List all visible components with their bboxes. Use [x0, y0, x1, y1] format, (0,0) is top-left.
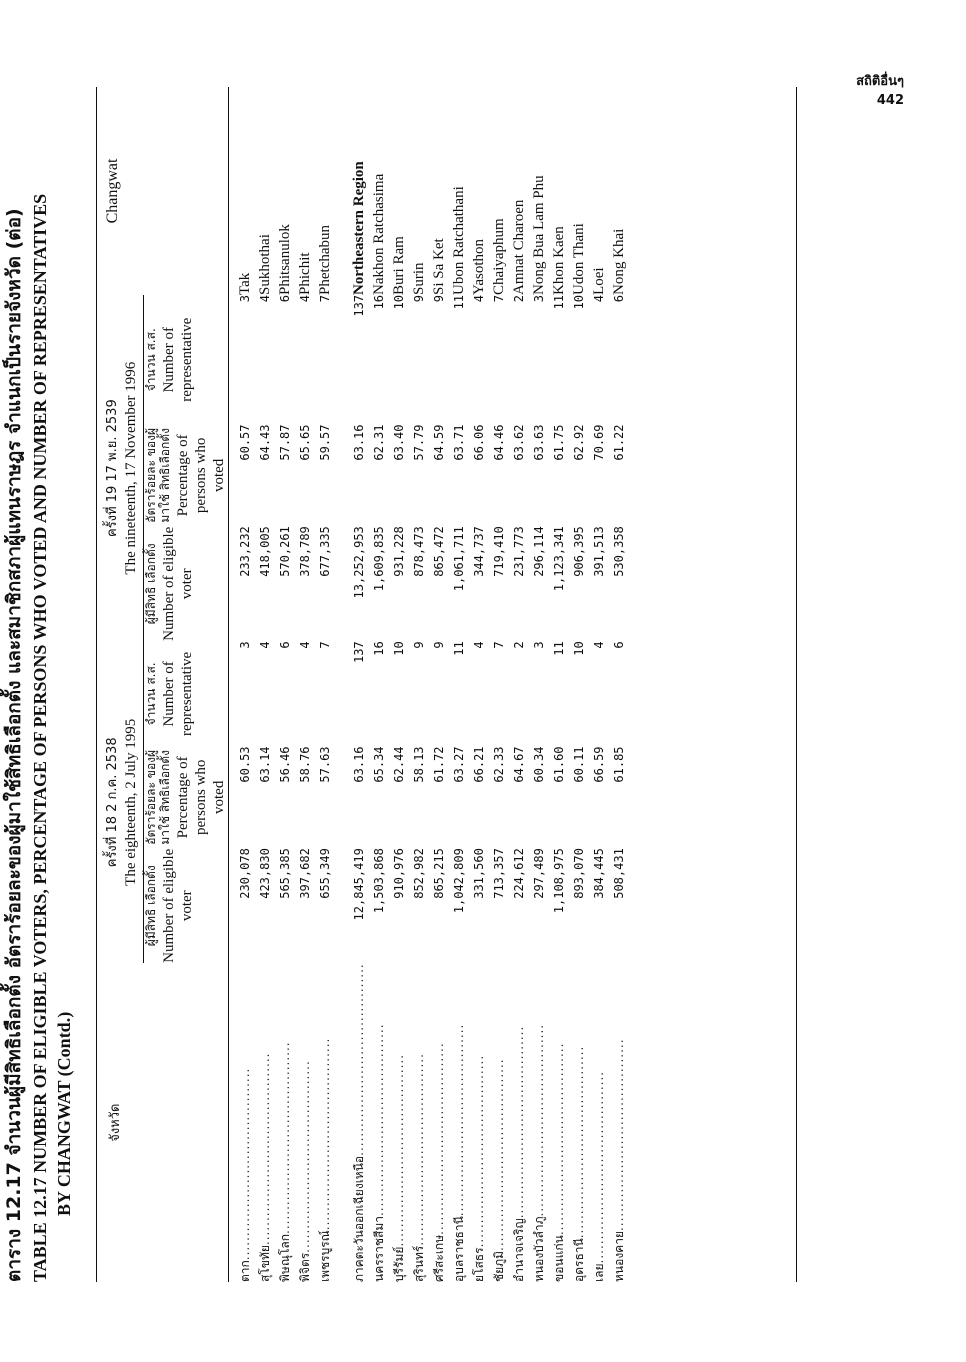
cell-rep-1995: 4: [258, 641, 272, 649]
cell-voters-1996: 878,473: [412, 526, 426, 577]
cell-pct-1996: 64.43: [258, 424, 272, 461]
cell-voters-1996: 233,232: [238, 526, 252, 577]
cell-pct-1995: 61.60: [552, 746, 566, 783]
cell-name-th: [509, 963, 529, 1282]
cell-pct-1995: 63.14: [258, 746, 272, 783]
leader-dots: ........................................: [532, 1023, 546, 1217]
cell-pct-1996: 61.22: [612, 424, 626, 461]
cell-pct-1995: 61.85: [612, 746, 626, 783]
cell-rep-1995: 7: [492, 641, 506, 649]
cell-pct-1995: 60.11: [572, 746, 586, 783]
cell-name-th: [295, 963, 315, 1282]
table-row: [569, 87, 589, 1282]
col-pct-1995: [144, 746, 229, 848]
cell-name-th: [469, 963, 489, 1282]
table-row: [549, 87, 569, 1282]
election-1996-english: The nineteenth, 17 November 1996: [122, 295, 144, 641]
cell-voters-1995: 852,982: [412, 848, 426, 899]
section-label: สถิติอื่นๆ: [856, 74, 904, 89]
cell-pct-1996: 63.62: [512, 424, 526, 461]
cell-name-en: Phitsanulok: [277, 224, 293, 295]
cell-name-th: [349, 963, 369, 1282]
cell-rep-1996: 11: [452, 294, 466, 310]
cell-rep-1995: 4: [472, 641, 486, 649]
cell-pct-1996: 64.46: [492, 424, 506, 461]
province-thai: ขอนแก่น: [552, 1235, 566, 1282]
cell-voters-1995: 508,431: [612, 848, 626, 899]
cell-voters-1995: 565,385: [278, 848, 292, 899]
province-thai: พิษณุโลก: [278, 1233, 292, 1282]
cell-name-th: [429, 963, 449, 1282]
col-rep-english: Number of representative: [161, 317, 195, 402]
cell-name-en: Udon Thani: [571, 223, 587, 295]
cell-rep-1996: 3: [532, 294, 546, 303]
cell-pct-1995: 58.13: [412, 746, 426, 783]
cell-voters-1995: 230,078: [238, 848, 252, 899]
cell-name-th: [589, 963, 609, 1282]
cell-name-en: Khon Kaen: [551, 226, 567, 295]
province-thai: อุบลราชธานี: [452, 1216, 466, 1282]
cell-rep-1995: 3: [532, 641, 546, 649]
cell-pct-1996: 61.75: [552, 424, 566, 461]
cell-pct-1995: 62.33: [492, 746, 506, 783]
table-row: [389, 87, 409, 1282]
table-row: [529, 87, 549, 1282]
cell-rep-1996: 9: [432, 294, 446, 303]
cell-pct-1996: 60.57: [238, 424, 252, 461]
cell-pct-1996: 62.92: [572, 424, 586, 461]
col-pct-thai: อัตราร้อยละ ของผู้มาใช้ สิทธิเลือกตั้ง: [144, 427, 172, 523]
province-thai: อุดรธานี: [572, 1238, 586, 1282]
cell-voters-1995: 713,357: [492, 848, 506, 899]
page-number: 442: [876, 93, 904, 108]
cell-voters-1996: 677,335: [318, 526, 332, 577]
cell-voters-1995: 224,612: [512, 848, 526, 899]
table-row: [509, 87, 529, 1282]
province-thai: ยโสธร: [472, 1247, 486, 1282]
cell-voters-1996: 231,773: [512, 526, 526, 577]
cell-name-th: [315, 963, 335, 1282]
cell-rep-1995: 9: [432, 641, 446, 649]
cell-voters-1995: 655,349: [318, 848, 332, 899]
cell-name-th: [255, 963, 275, 1282]
leader-dots: ........................................: [352, 963, 366, 1156]
page-corner: [856, 72, 904, 110]
cell-pct-1995: 64.67: [512, 746, 526, 783]
table-row: [315, 87, 335, 1282]
cell-name-en: Nakhon Ratchasima: [371, 173, 387, 295]
cell-pct-1996: 65.65: [298, 424, 312, 461]
table-row: [469, 87, 489, 1282]
header-changwat-english: Changwat: [104, 158, 121, 224]
leader-dots: ........................................: [592, 1070, 606, 1264]
table-row: [369, 87, 389, 1282]
province-thai: หนองคาย: [612, 1231, 626, 1282]
leader-dots: ........................................: [452, 1023, 466, 1217]
cell-voters-1995: 297,489: [532, 848, 546, 899]
election-1995-english: The eighteenth, 2 July 1995: [122, 641, 144, 963]
cell-voters-1996: 1,061,711: [452, 526, 466, 592]
row-gap: [335, 87, 349, 1282]
cell-pct-1996: 63.63: [532, 424, 546, 461]
cell-rep-1995: 16: [372, 641, 386, 656]
header-election-1996: [104, 295, 144, 641]
col-rep-1995: [144, 641, 229, 746]
leader-dots: ........................................: [512, 1025, 526, 1219]
cell-voters-1996: 378,789: [298, 526, 312, 577]
province-thai: บุรีรัมย์: [392, 1246, 406, 1282]
table-row: [295, 87, 315, 1282]
cell-voters-1995: 331,560: [472, 848, 486, 899]
cell-rep-1995: 10: [572, 641, 586, 656]
cell-pct-1996: 66.06: [472, 424, 486, 461]
cell-rep-1996: 6: [612, 294, 626, 303]
leader-dots: ........................................: [492, 1058, 506, 1251]
cell-voters-1995: 397,682: [298, 848, 312, 899]
title-english-line1: TABLE 12.17 NUMBER OF ELIGIBLE VOTERS, PERCENTAGE OF PERSONS WHO VOTED AND NUMBER OF REPRESENTATIVES: [30, 193, 50, 1282]
cell-name-en: Tak: [237, 272, 253, 295]
cell-name-en: Chaiyaphum: [491, 218, 507, 295]
gap-cell: [335, 87, 349, 1282]
col-pct-thai: อัตราร้อยละ ของผู้มาใช้ สิทธิเลือกตั้ง: [144, 749, 172, 845]
table-row: [589, 87, 609, 1282]
cell-rep-1995: 137: [352, 641, 366, 664]
cell-rep-1995: 4: [592, 641, 606, 649]
province-thai: หนองบัวลำภู: [532, 1216, 546, 1282]
cell-name-th: [409, 963, 429, 1282]
cell-rep-1996: 11: [552, 294, 566, 310]
cell-rep-1995: 6: [612, 641, 626, 649]
cell-voters-1996: 906,395: [572, 526, 586, 577]
province-thai: สุโขทัย: [258, 1245, 272, 1282]
title-english-line2: BY CHANGWAT (Contd.): [54, 1011, 74, 1216]
col-voters-english: Number of eligible voter: [161, 526, 195, 641]
cell-rep-1996: 4: [258, 294, 272, 303]
table-row: [349, 87, 369, 1282]
cell-pct-1996: 63.16: [352, 424, 366, 461]
election-1995-thai: ครั้งที่ 18 2 ก.ค. 2538: [105, 737, 120, 868]
province-thai: พิจิตร: [298, 1252, 312, 1282]
province-thai: ชัยภูมิ: [492, 1251, 506, 1282]
cell-rep-1996: 2: [512, 294, 526, 303]
cell-rep-1996: 4: [592, 294, 606, 303]
top-rule: [96, 87, 97, 1282]
cell-name-en: Amnat Charoen: [511, 199, 527, 295]
cell-rep-1996: 6: [278, 294, 292, 303]
cell-voters-1995: 1,503,868: [372, 848, 386, 914]
cell-voters-1995: 384,445: [592, 848, 606, 899]
table-row: [255, 87, 275, 1282]
bottom-rule: [796, 87, 797, 1282]
cell-name-th: [229, 963, 255, 1282]
cell-rep-1996: 16: [372, 294, 386, 310]
cell-name-th: [549, 963, 569, 1282]
cell-name-en: Northeastern Region: [351, 161, 367, 295]
cell-pct-1996: 59.57: [318, 424, 332, 461]
leader-dots: ........................................: [412, 1053, 426, 1246]
cell-voters-1996: 418,005: [258, 526, 272, 577]
province-thai: ตาก: [238, 1260, 252, 1282]
cell-voters-1996: 1,123,341: [552, 526, 566, 592]
leader-dots: ........................................: [298, 1060, 312, 1253]
cell-pct-1996: 57.79: [412, 424, 426, 461]
cell-pct-1995: 56.46: [278, 746, 292, 783]
cell-voters-1996: 931,228: [392, 526, 406, 577]
cell-pct-1995: 58.76: [298, 746, 312, 783]
cell-pct-1995: 57.63: [318, 746, 332, 783]
rotated-page: [0, 62, 800, 1302]
cell-name-th: [369, 963, 389, 1282]
leader-dots: ........................................: [392, 1053, 406, 1247]
cell-name-en: Surin: [411, 262, 427, 295]
table-row: [229, 87, 255, 1282]
cell-pct-1995: 62.44: [392, 746, 406, 783]
leader-dots: ........................................: [552, 1042, 566, 1236]
province-thai: อำนาจเจริญ: [512, 1218, 526, 1282]
cell-pct-1995: 60.53: [238, 746, 252, 783]
col-pct-english: Percentage of persons who voted: [175, 756, 227, 839]
cell-voters-1995: 865,215: [432, 848, 446, 899]
cell-pct-1995: 63.16: [352, 746, 366, 783]
cell-voters-1996: 530,358: [612, 526, 626, 577]
col-rep-english: Number of representative: [161, 651, 195, 736]
cell-rep-1996: 4: [298, 294, 312, 303]
table-row: [275, 87, 295, 1282]
province-thai: ศรีสะเกษ: [432, 1234, 446, 1282]
table-body: [229, 87, 629, 1282]
leader-dots: ........................................: [258, 1052, 272, 1246]
cell-rep-1995: 2: [512, 641, 526, 649]
col-voters-thai: ผู้มีสิทธิ เลือกตั้ง: [144, 543, 158, 625]
table-row: [429, 87, 449, 1282]
leader-dots: ........................................: [572, 1045, 586, 1239]
cell-voters-1996: 1,609,835: [372, 526, 386, 592]
cell-pct-1996: 63.40: [392, 424, 406, 461]
cell-rep-1996: 3: [238, 294, 252, 303]
cell-name-th: [609, 963, 629, 1282]
leader-dots: ........................................: [278, 1041, 292, 1234]
cell-pct-1995: 66.59: [592, 746, 606, 783]
col-rep-thai: จำนวน ส.ส.: [144, 662, 158, 726]
cell-name-en: Nong Bua Lam Phu: [531, 175, 547, 295]
cell-rep-1995: 4: [298, 641, 312, 649]
cell-rep-1996: 10: [572, 294, 586, 310]
cell-voters-1996: 570,261: [278, 526, 292, 577]
leader-dots: ........................................: [318, 1037, 332, 1231]
cell-voters-1996: 719,410: [492, 526, 506, 577]
col-voters-1996: [144, 526, 229, 641]
cell-rep-1995: 11: [552, 641, 566, 656]
col-pct-english: Percentage of persons who voted: [175, 434, 227, 517]
province-thai: นครราชสีมา: [372, 1216, 386, 1282]
cell-pct-1996: 64.59: [432, 424, 446, 461]
table-row: [409, 87, 429, 1282]
cell-voters-1996: 344,737: [472, 526, 486, 577]
election-1996-thai: ครั้งที่ 19 17 พ.ย. 2539: [105, 399, 120, 538]
col-rep-thai: จำนวน ส.ส.: [144, 328, 158, 392]
cell-rep-1996: 9: [412, 294, 426, 303]
cell-name-th: [489, 963, 509, 1282]
cell-name-en: Buri Ram: [391, 236, 407, 295]
col-rep-1996: [144, 295, 229, 425]
cell-name-th: [569, 963, 589, 1282]
cell-voters-1996: 391,513: [592, 526, 606, 577]
cell-voters-1995: 910,976: [392, 848, 406, 899]
province-thai: สุรินทร์: [412, 1245, 426, 1282]
cell-voters-1995: 893,070: [572, 848, 586, 899]
cell-pct-1995: 65.34: [372, 746, 386, 783]
cell-voters-1995: 1,042,809: [452, 848, 466, 914]
table-titles: [0, 82, 76, 1282]
cell-pct-1995: 60.34: [532, 746, 546, 783]
col-voters-thai: ผู้มีสิทธิ เลือกตั้ง: [144, 865, 158, 947]
col-pct-1996: [144, 425, 229, 527]
cell-name-en: Sukhothai: [257, 234, 273, 295]
col-voters-english: Number of eligible voter: [161, 848, 195, 963]
cell-rep-1996: 7: [492, 294, 506, 303]
cell-rep-1996: 7: [318, 294, 332, 303]
cell-name-en: Phetchabun: [317, 224, 333, 295]
cell-pct-1996: 62.31: [372, 424, 386, 461]
cell-voters-1996: 296,114: [532, 526, 546, 577]
cell-name-th: [275, 963, 295, 1282]
cell-name-th: [529, 963, 549, 1282]
leader-dots: ........................................: [372, 1023, 386, 1217]
title-thai: ตาราง 12.17 จำนวนผู้มีสิทธิเลือกตั้ง อัตราร้อยละของผู้มาใช้สิทธิเลือกตั้ง และสมาชิกสภาผู้แทนราษฎร จำแนกเป็นรายจังหวัด (ต่อ): [3, 208, 25, 1282]
cell-rep-1996: 137: [352, 294, 366, 317]
table-row: [489, 87, 509, 1282]
cell-rep-1995: 9: [412, 641, 426, 649]
province-thai: ภาคตะวันออกเฉียงเหนือ: [352, 1155, 366, 1282]
cell-pct-1996: 70.69: [592, 424, 606, 461]
cell-voters-1995: 423,830: [258, 848, 272, 899]
cell-name-th: [389, 963, 409, 1282]
cell-name-th: [449, 963, 469, 1282]
province-thai: เพชรบูรณ์: [318, 1230, 332, 1282]
cell-name-en: Ubon Ratchathani: [451, 186, 467, 295]
cell-rep-1996: 4: [472, 294, 486, 303]
cell-name-en: Si Sa Ket: [431, 238, 447, 295]
table-row: [449, 87, 469, 1282]
cell-voters-1996: 865,472: [432, 526, 446, 577]
cell-voters-1995: 1,108,975: [552, 848, 566, 914]
leader-dots: ........................................: [472, 1054, 486, 1248]
cell-rep-1996: 10: [392, 294, 406, 310]
cell-pct-1996: 63.71: [452, 424, 466, 461]
col-voters-1995: [144, 848, 229, 963]
leader-dots: ........................................: [238, 1067, 252, 1261]
cell-rep-1995: 10: [392, 641, 406, 656]
cell-voters-1995: 12,845,419: [352, 848, 366, 921]
leader-dots: ........................................: [432, 1042, 446, 1235]
voters-table: [104, 87, 629, 1282]
cell-rep-1995: 11: [452, 641, 466, 656]
cell-rep-1995: 7: [318, 641, 332, 649]
cell-name-en: Loei: [591, 267, 607, 295]
cell-name-en: Yasothon: [471, 238, 487, 295]
cell-pct-1995: 61.72: [432, 746, 446, 783]
province-thai: เลย: [592, 1263, 606, 1282]
leader-dots: ........................................: [612, 1038, 626, 1232]
header-changwat-thai: จังหวัด: [108, 1103, 123, 1142]
cell-voters-1996: 13,252,953: [352, 526, 366, 599]
cell-pct-1996: 57.87: [278, 424, 292, 461]
cell-rep-1995: 6: [278, 641, 292, 649]
cell-name-en: Nong Khai: [611, 228, 627, 295]
header-election-1995: [104, 641, 144, 963]
cell-pct-1995: 63.27: [452, 746, 466, 783]
cell-rep-1995: 3: [238, 641, 252, 649]
cell-pct-1995: 66.21: [472, 746, 486, 783]
cell-name-en: Phichit: [297, 252, 313, 295]
table-row: [609, 87, 629, 1282]
